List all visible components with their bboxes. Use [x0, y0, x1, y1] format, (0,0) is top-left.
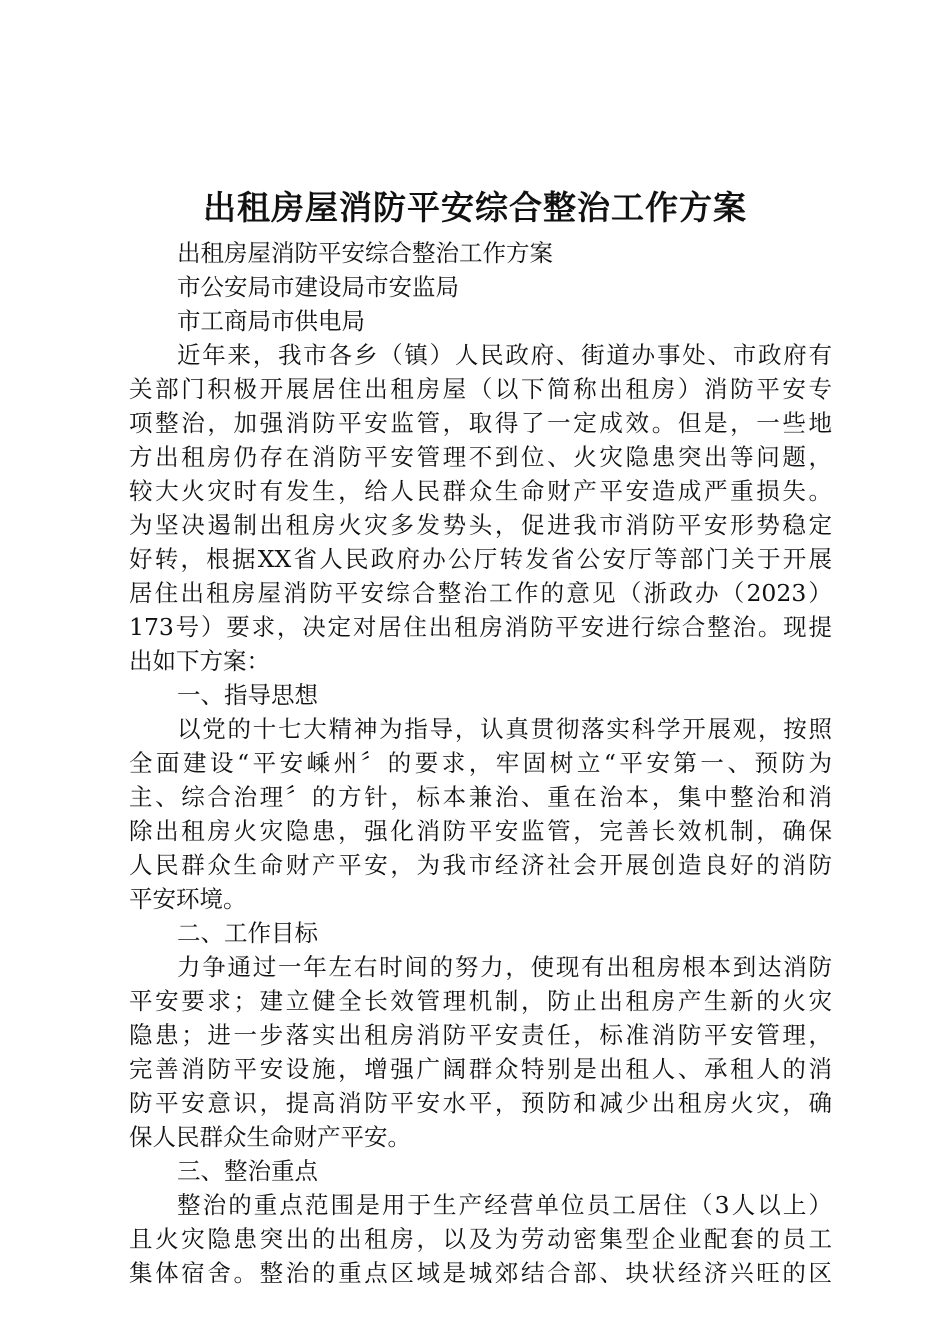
paragraph-line: 较大火灾时有发生，给人民群众生命财产平安造成严重损失。 [129, 477, 832, 505]
paragraph-line: 防平安意识，提高消防平安水平，预防和减少出租房火灾，确 [129, 1089, 832, 1117]
paragraph-work-goals [129, 950, 832, 1154]
paragraph-line: 近年来，我市各乡（镇）人民政府、街道办事处、市政府有 [177, 341, 832, 369]
paragraph-line: 平安环境。 [129, 885, 247, 913]
paragraph-line: 关部门积极开展居住出租房屋（以下简称出租房）消防平安专 [129, 375, 832, 403]
section-heading-key-points: 三、整治重点 [177, 1157, 318, 1185]
paragraph-line: 且火灾隐患突出的出租房，以及为劳动密集型企业配套的员工 [129, 1225, 832, 1253]
paragraph-line: 隐患；进一步落实出租房消防平安责任，标准消防平安管理， [129, 1021, 832, 1049]
paragraph-line: 完善消防平安设施，增强广阔群众特别是出租人、承租人的消 [129, 1055, 832, 1083]
paragraph-line: 居住出租房屋消防平安综合整治工作的意见（浙政办（2023） [129, 579, 832, 607]
paragraph-line: 173号）要求，决定对居住出租房消防平安进行综合整治。现提 [129, 613, 832, 641]
paragraph-line: 为坚决遏制出租房火灾多发势头，促进我市消防平安形势稳定 [129, 511, 832, 539]
paragraph-line: 集体宿舍。整治的重点区域是城郊结合部、块状经济兴旺的区 [129, 1259, 832, 1287]
paragraph-line: 整治的重点范围是用于生产经营单位员工居住（3人以上） [177, 1191, 832, 1219]
paragraph-line: 力争通过一年左右时间的努力，使现有出租房根本到达消防 [177, 953, 832, 981]
paragraph-key-points [129, 1188, 832, 1290]
paragraph-line: 好转，根据XX省人民政府办公厅转发省公安厅等部门关于开展 [129, 545, 832, 573]
paragraph-line: 方出租房仍存在消防平安管理不到位、火灾隐患突出等问题， [129, 443, 832, 471]
paragraph-intro [129, 338, 832, 678]
paragraph-line: 出如下方案： [129, 647, 270, 675]
paragraph-guiding-ideology [129, 712, 832, 916]
paragraph-line: 人民群众生命财产平安，为我市经济社会开展创造良好的消防 [129, 851, 832, 879]
paragraph-line: 保人民群众生命财产平安。 [129, 1123, 411, 1151]
paragraph-line: 除出租房火灾隐患，强化消防平安监管，完善长效机制，确保 [129, 817, 832, 845]
paragraph-line: 平安要求；建立健全长效管理机制，防止出租房产生新的火灾 [129, 987, 832, 1015]
paragraph-line: 主、综合治理〞的方针，标本兼治、重在治本，集中整治和消 [129, 783, 832, 811]
issuer-line: 市公安局市建设局市安监局 [177, 273, 459, 301]
paragraph-line: 全面建设“平安嵊州〞的要求，牢固树立“平安第一、预防为 [129, 749, 832, 777]
document-body [129, 236, 832, 1290]
document-subtitle: 出租房屋消防平安综合整治工作方案 [177, 239, 553, 267]
document-title: 出租房屋消防平安综合整治工作方案 [203, 188, 747, 227]
paragraph-line: 项整治，加强消防平安监管，取得了一定成效。但是，一些地 [129, 409, 832, 437]
paragraph-line: 以党的十七大精神为指导，认真贯彻落实科学开展观，按照 [177, 715, 832, 743]
section-heading-guiding-ideology: 一、指导思想 [177, 681, 318, 709]
section-heading-work-goals: 二、工作目标 [177, 919, 318, 947]
issuer-line: 市工商局市供电局 [177, 307, 365, 335]
